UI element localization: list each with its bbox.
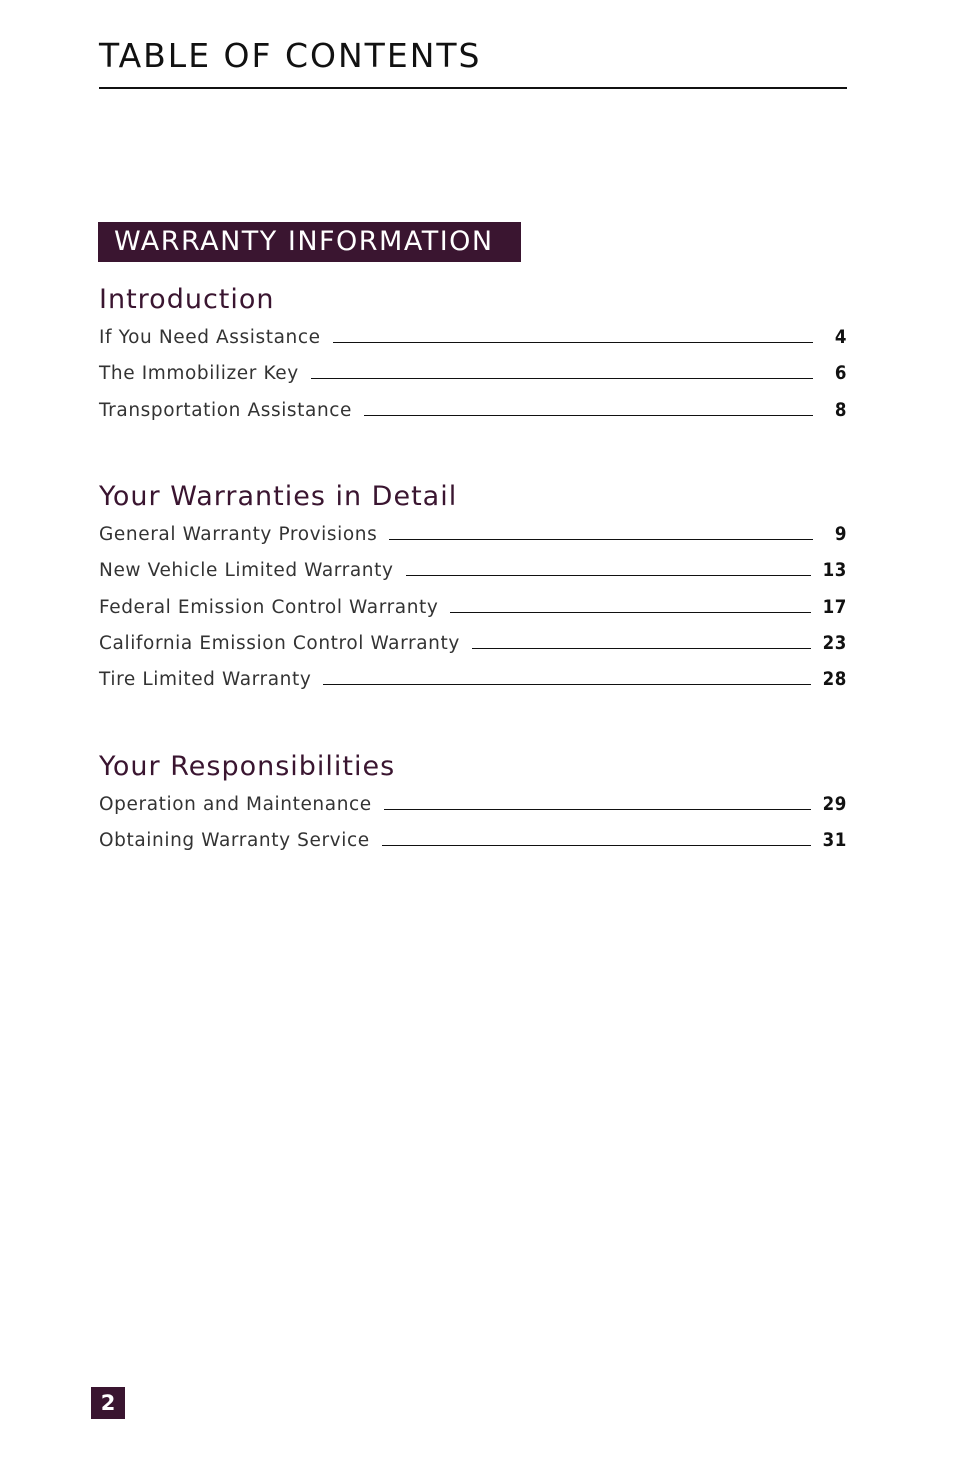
- dot-leader: [364, 415, 813, 416]
- toc-entry[interactable]: [99, 400, 847, 436]
- dot-leader: [333, 342, 813, 343]
- entry-page-number: 31: [822, 830, 847, 852]
- entry-label: Transportation Assistance: [99, 399, 353, 421]
- entry-label: Tire Limited Warranty: [99, 669, 312, 691]
- dot-leader: [389, 539, 813, 540]
- toc-group-introduction: [99, 279, 847, 436]
- toc-entry[interactable]: [99, 830, 847, 866]
- page-number-badge: 2: [91, 1387, 125, 1419]
- dot-leader: [406, 575, 811, 576]
- toc-entry[interactable]: [99, 363, 847, 399]
- dot-leader: [382, 845, 811, 846]
- title-divider: [99, 87, 847, 89]
- entry-label: If You Need Assistance: [99, 327, 321, 348]
- entry-page-number: 29: [822, 794, 847, 815]
- entry-label: Obtaining Warranty Service: [99, 830, 370, 852]
- dot-leader: [472, 648, 811, 649]
- dot-leader: [311, 378, 813, 379]
- entry-label: New Vehicle Limited Warranty: [99, 560, 394, 582]
- entry-label: Federal Emission Control Warranty: [99, 596, 439, 618]
- entry-page-number: 23: [822, 632, 847, 654]
- dot-leader: [384, 809, 811, 810]
- entry-page-number: 17: [822, 596, 847, 618]
- entry-label: California Emission Control Warranty: [99, 632, 460, 654]
- entry-label: The Immobilizer Key: [99, 363, 299, 385]
- entry-page-number: 9: [834, 524, 847, 545]
- toc-entry[interactable]: [99, 560, 847, 596]
- entry-page-number: 28: [822, 669, 847, 691]
- entry-page-number: 4: [834, 327, 847, 348]
- entry-page-number: 8: [834, 399, 847, 421]
- group-heading: Your Warranties in Detail: [99, 481, 458, 512]
- section-banner: WARRANTY INFORMATION: [98, 222, 521, 262]
- page-title: TABLE OF CONTENTS: [99, 36, 482, 75]
- toc-group-responsibilities: [99, 746, 847, 867]
- entry-label: General Warranty Provisions: [99, 524, 378, 545]
- toc-entry[interactable]: [99, 794, 847, 830]
- entry-page-number: 6: [834, 363, 847, 385]
- toc-entry[interactable]: [99, 524, 847, 560]
- toc-entry[interactable]: [99, 633, 847, 669]
- dot-leader: [450, 612, 810, 613]
- group-heading: Your Responsibilities: [99, 751, 396, 782]
- toc-entry[interactable]: [99, 597, 847, 633]
- dot-leader: [323, 684, 810, 685]
- toc-entry[interactable]: [99, 327, 847, 363]
- toc-group-warranties: [99, 476, 847, 705]
- entry-page-number: 13: [822, 560, 847, 582]
- entry-label: Operation and Maintenance: [99, 794, 372, 815]
- toc-entry[interactable]: [99, 669, 847, 705]
- group-heading: Introduction: [99, 284, 275, 315]
